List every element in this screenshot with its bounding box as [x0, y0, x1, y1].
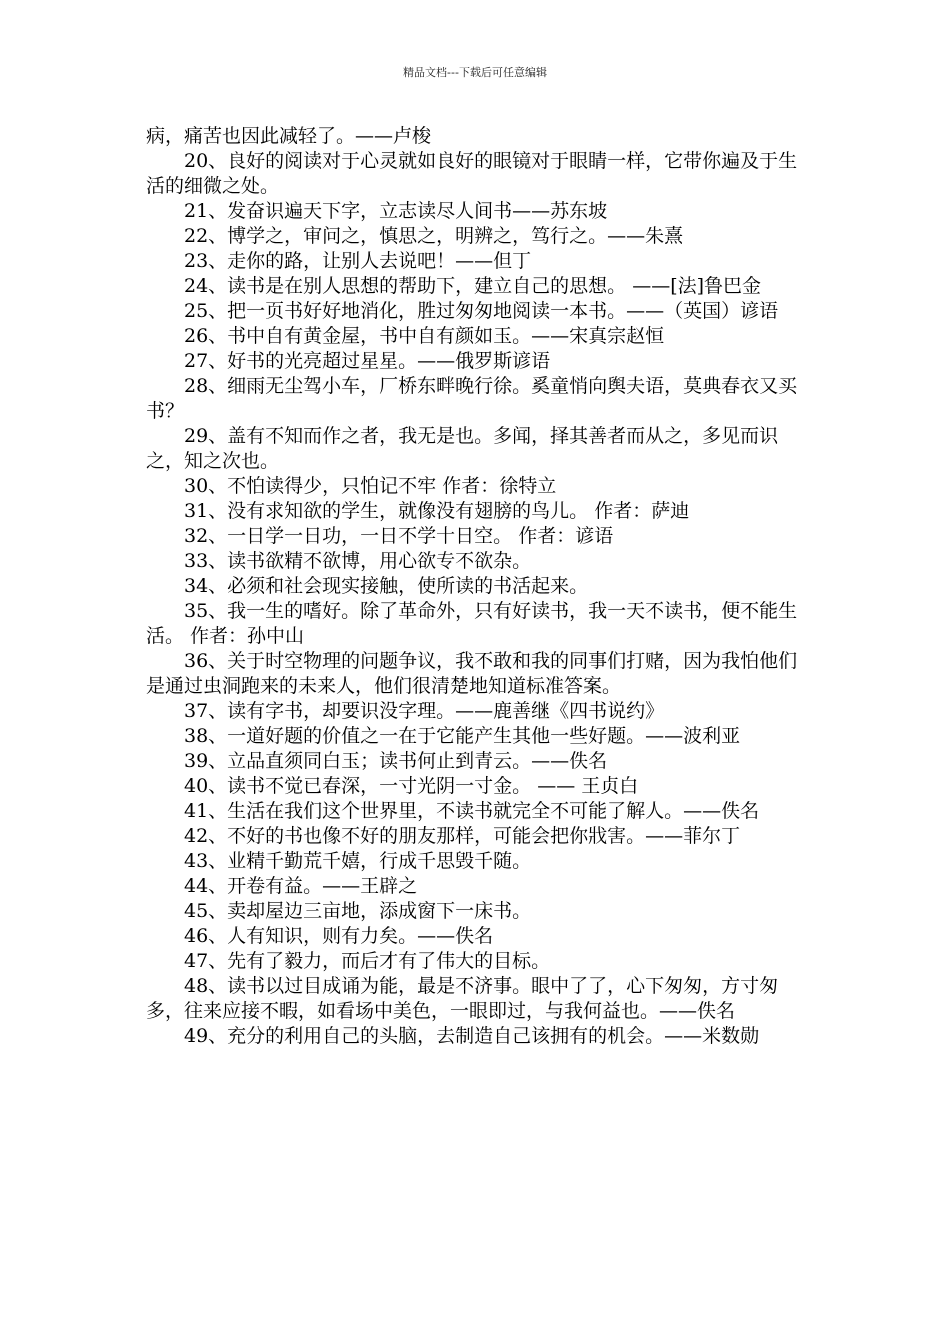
paragraph-37: 37、读有字书，却要识没字理。——鹿善继《四书说约》 [184, 700, 665, 722]
paragraph-30: 30、不怕读得少，只怕记不牢 作者：徐特立 [184, 475, 557, 497]
paragraph-46: 46、人有知识，则有力矣。——佚名 [184, 925, 494, 947]
paragraph-42: 42、不好的书也像不好的朋友那样，可能会把你戕害。——菲尔丁 [184, 825, 741, 847]
paragraph-38: 38、一道好题的价值之一在于它能产生其他一些好题。——波利亚 [184, 725, 741, 747]
paragraph-43: 43、业精千勤荒千嬉，行成千思毁千随。 [184, 850, 532, 872]
paragraph-48: 48、读书以过目成诵为能，最是不济事。眼中了了，心下匆匆，方寸匆多，往来应接不暇，如看场中美色，一眼即过，与我何益也。——佚名 [146, 975, 779, 1022]
paragraph-0: 病，痛苦也因此减轻了。——卢梭 [146, 125, 432, 147]
paragraph-24: 24、读书是在别人思想的帮助下，建立自己的思想。 ——[法]鲁巴金 [184, 275, 762, 297]
paragraph-21: 21、发奋识遍天下字，立志读尽人间书——苏东坡 [184, 200, 608, 222]
paragraph-47: 47、先有了毅力，而后才有了伟大的目标。 [184, 950, 551, 972]
paragraph-29: 29、盖有不知而作之者，我无是也。多闻，择其善者而从之，多见而识之，知之次也。 [146, 425, 779, 472]
paragraph-27: 27、好书的光亮超过星星。——俄罗斯谚语 [184, 350, 551, 372]
paragraph-36: 36、关于时空物理的问题争议，我不敢和我的同事们打赌，因为我怕他们是通过虫洞跑来的未来人，他们很清楚地知道标准答案。 [146, 650, 798, 697]
paragraph-28: 28、细雨无尘驾小车，厂桥东畔晚行徐。奚童悄向舆夫语，莫典春衣又买书？ [146, 375, 798, 422]
paragraph-20: 20、良好的阅读对于心灵就如良好的眼镜对于眼睛一样，它带你遍及于生活的细微之处。 [146, 150, 798, 197]
document-body [146, 124, 810, 1049]
paragraph-34: 34、必须和社会现实接触，使所读的书活起来。 [184, 575, 589, 597]
paragraph-44: 44、开卷有益。——王辟之 [184, 875, 418, 897]
page-header: 精品文档---下载后可任意编辑 [403, 66, 547, 79]
paragraph-26: 26、书中自有黄金屋，书中自有颜如玉。——宋真宗赵恒 [184, 325, 665, 347]
paragraph-35: 35、我一生的嗜好。除了革命外，只有好读书，我一天不读书，便不能生活。 作者：孙中山 [146, 600, 798, 647]
paragraph-32: 32、一日学一日功，一日不学十日空。 作者：谚语 [184, 525, 614, 547]
paragraph-23: 23、走你的路，让别人去说吧！——但丁 [184, 250, 532, 272]
paragraph-39: 39、立品直须同白玉；读书何止到青云。——佚名 [184, 750, 608, 772]
paragraph-41: 41、生活在我们这个世界里，不读书就完全不可能了解人。——佚名 [184, 800, 760, 822]
paragraph-33: 33、读书欲精不欲博，用心欲专不欲杂。 [184, 550, 532, 572]
paragraph-49: 49、充分的利用自己的头脑，去制造自己该拥有的机会。——米数勋 [184, 1025, 760, 1047]
paragraph-45: 45、卖却屋边三亩地，添成窗下一床书。 [184, 900, 532, 922]
paragraph-25: 25、把一页书好好地消化，胜过匆匆地阅读一本书。——（英国）谚语 [184, 300, 779, 322]
paragraph-22: 22、博学之，审问之，慎思之，明辨之，笃行之。——朱熹 [184, 225, 684, 247]
paragraph-40: 40、读书不觉已春深，一寸光阴一寸金。 —— 王贞白 [184, 775, 639, 797]
paragraph-31: 31、没有求知欲的学生，就像没有翅膀的鸟儿。 作者：萨迪 [184, 500, 690, 522]
